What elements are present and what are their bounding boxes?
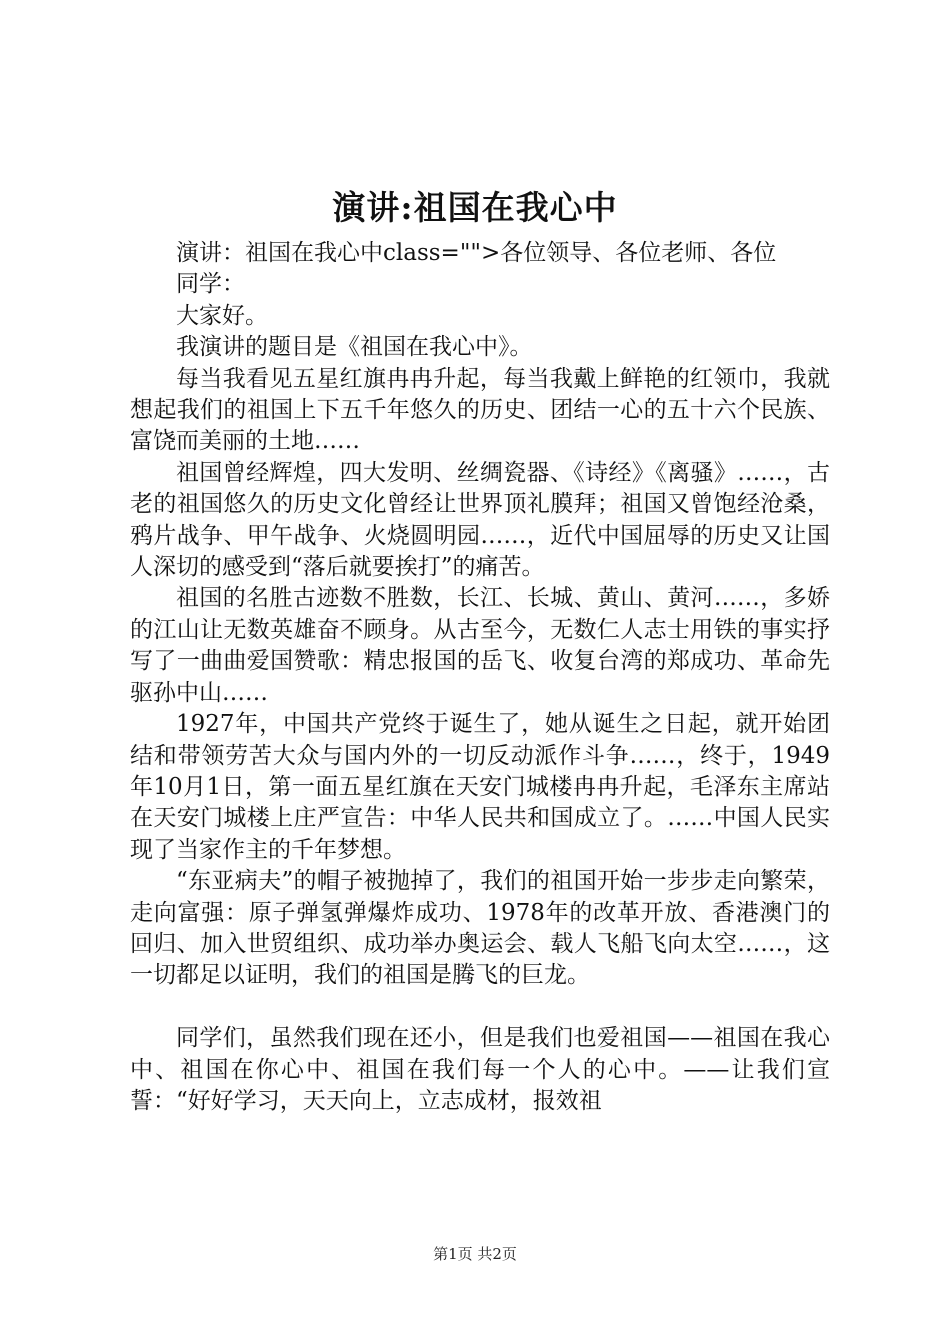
document-title: 演讲:祖国在我心中 — [332, 188, 618, 227]
paragraph: 同学们，虽然我们现在还小，但是我们也爱祖国——祖国在我心中、祖国在你心中、祖国在我们每一个人的心中。——让我们宣誓：“好好学习，天天向上，立志成材，报效祖 — [130, 1025, 830, 1114]
blank-line — [130, 992, 830, 1023]
paragraph: 祖国的名胜古迹数不胜数，长江、长城、黄山、黄河……，多娇的江山让无数英雄奋不顾身。从古至今，无数仁人志士用铁的事实抒写了一曲曲爱国赞歌：精忠报国的岳飞、收复台湾的郑成功、革命先驱孙中山…… — [130, 585, 830, 706]
paragraph: 我演讲的题目是《祖国在我心中》。 — [176, 334, 533, 361]
paragraph: “东亚病夫”的帽子被抛掉了，我们的祖国开始一步步走向繁荣，走向富强：原子弹氢弹爆炸成功、1978年的改革开放、香港澳门的回归、加入世贸组织、成功举办奥运会、载人飞船飞向太空……，这一切都足以证明，我们的祖国是腾飞的巨龙。 — [130, 868, 830, 989]
paragraph: 1927年，中国共产党终于诞生了，她从诞生之日起，就开始团结和带领劳苦大众与国内外的一切反动派作斗争……，终于，1949年10月1日，第一面五星红旗在天安门城楼冉冉升起，毛泽东主席站在天安门城楼上庄严宣告：中华人民共和国成立了。……中国人民实现了当家作主的千年梦想。 — [130, 711, 830, 863]
document-body — [130, 238, 830, 1117]
paragraph: 演讲：祖国在我心中class="">各位领导、各位老师、各位 — [176, 240, 777, 266]
paragraph: 大家好。 — [176, 302, 268, 329]
paragraph: 祖国曾经辉煌，四大发明、丝绸瓷器、《诗经》《离骚》……，古老的祖国悠久的历史文化曾经让世界顶礼膜拜；祖国又曾饱经沧桑，鸦片战争、甲午战争、火烧圆明园……，近代中国屈辱的历史又让国人深切的感受到“落后就要挨打”的痛苦。 — [130, 459, 830, 581]
page-footer: 第1页 共2页 — [433, 1245, 517, 1263]
paragraph: 同学： — [176, 271, 245, 298]
paragraph: 每当我看见五星红旗冉冉升起，每当我戴上鲜艳的红领巾，我就想起我们的祖国上下五千年悠久的历史、团结一心的五十六个民族、富饶而美丽的土地…… — [130, 365, 830, 455]
